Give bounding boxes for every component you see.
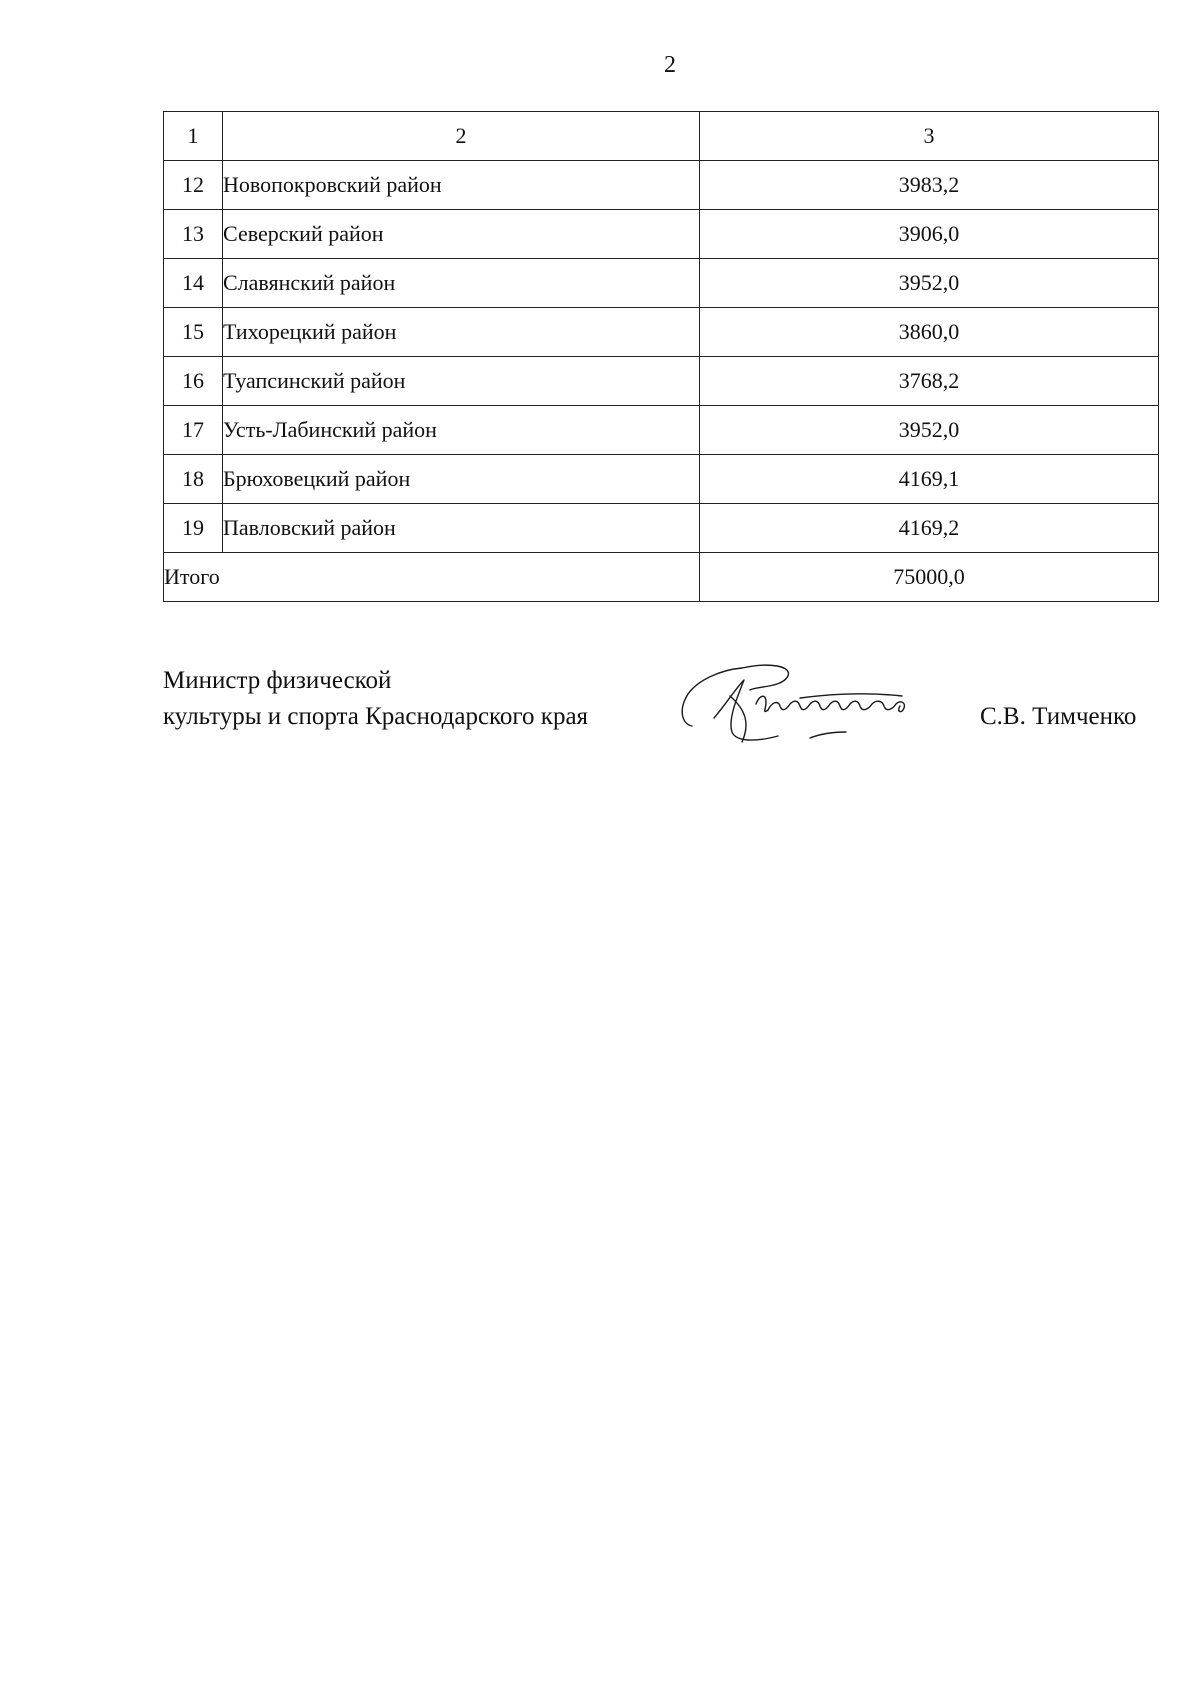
table-header-row [164,112,1159,161]
column-header-number: 1 [164,112,223,161]
signatory-position-line-2: культуры и спорта Краснодарского края [163,703,589,730]
table-total-row [164,553,1159,602]
signatory-position-line-1: Министр физической [163,667,392,694]
table-row [164,455,1159,504]
district-name: Туапсинский район [223,357,700,406]
district-amount [700,504,1159,553]
total-amount [700,553,1159,602]
table-row [164,161,1159,210]
total-amount-value: 75000,0 [893,564,965,589]
district-amount [700,455,1159,504]
district-name: Тихорецкий район [223,308,700,357]
total-label: Итого [164,553,700,602]
row-number: 12 [164,161,223,210]
amount-value: 3952,0 [898,270,960,295]
table-row [164,357,1159,406]
amount-value: 3768,2 [898,368,960,393]
table-row [164,210,1159,259]
row-number: 16 [164,357,223,406]
column-header-district: 2 [223,112,700,161]
amount-value: 4169,1 [898,466,960,491]
row-number: 17 [164,406,223,455]
table-row [164,406,1159,455]
district-name: Усть-Лабинский район [223,406,700,455]
row-number: 13 [164,210,223,259]
page-number: 2 [664,52,676,78]
row-number: 15 [164,308,223,357]
signatory-name: С.В. Тимченко [980,703,1137,730]
district-amount [700,161,1159,210]
allocation-table [163,111,1159,602]
district-name: Брюховецкий район [223,455,700,504]
table-row [164,308,1159,357]
handwritten-signature [670,660,950,760]
amount-value: 3860,0 [898,319,960,344]
column-header-amount: 3 [700,112,1159,161]
amount-value: 3952,0 [898,417,960,442]
row-number: 14 [164,259,223,308]
district-amount [700,259,1159,308]
amount-value: 4169,2 [898,515,960,540]
amount-value: 3906,0 [898,221,960,246]
row-number: 19 [164,504,223,553]
district-name: Славянский район [223,259,700,308]
district-name: Новопокровский район [223,161,700,210]
district-name: Павловский район [223,504,700,553]
district-amount [700,357,1159,406]
amount-value: 3983,2 [898,172,960,197]
district-amount [700,210,1159,259]
signatory-position [163,663,588,735]
table-row [164,259,1159,308]
district-name: Северский район [223,210,700,259]
row-number: 18 [164,455,223,504]
table-row [164,504,1159,553]
district-amount [700,406,1159,455]
district-amount [700,308,1159,357]
